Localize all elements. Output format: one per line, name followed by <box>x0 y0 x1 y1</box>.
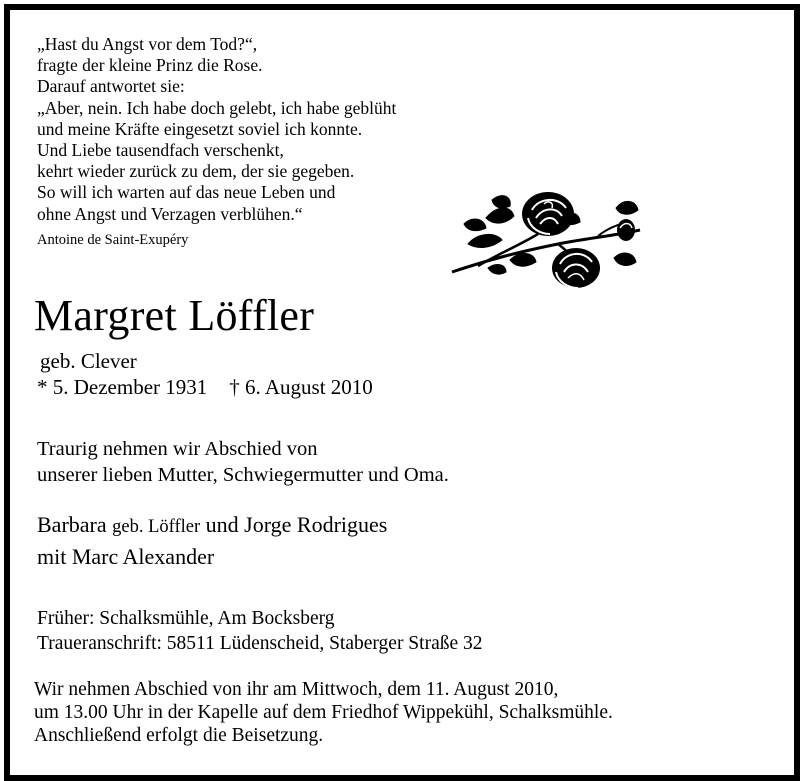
address-line: Traueranschrift: 58511 Lüdenscheid, Staberger Straße 32 <box>37 633 483 654</box>
family-first-name: Barbara <box>37 512 107 537</box>
poem-line: fragte der kleine Prinz die Rose. <box>37 55 263 76</box>
ceremony-info <box>34 678 613 747</box>
address-line: Früher: Schalksmühle, Am Bocksberg <box>37 608 335 629</box>
family-line <box>37 510 387 542</box>
death-date: † 6. August 2010 <box>229 375 373 399</box>
ceremony-line: Anschließend erfolgt die Beisetzung. <box>34 725 324 746</box>
address-block <box>37 606 483 656</box>
poem-line: So will ich warten auf das neue Leben und <box>37 182 336 203</box>
family-partner: und Jorge Rodrigues <box>205 512 388 537</box>
life-dates <box>37 375 373 400</box>
poem-line: Und Liebe tausendfach verschenkt, <box>37 140 284 161</box>
ceremony-line: Wir nehmen Abschied von ihr am Mittwoch, dem 11. August 2010, <box>34 679 559 700</box>
mourning-line: unserer lieben Mutter, Schwiegermutter und Oma. <box>37 464 449 486</box>
poem-line: ohne Angst und Verzagen verblühen.“ <box>37 203 303 224</box>
birth-name: geb. Clever <box>40 349 137 373</box>
poem-line: „Aber, nein. Ich habe doch gelebt, ich habe geblüht <box>37 97 397 118</box>
ceremony-line: um 13.00 Uhr in der Kapelle auf dem Friedhof Wippekühl, Schalksmühle. <box>34 702 613 723</box>
family-line: mit Marc Alexander <box>37 544 215 569</box>
deceased-name: Margret Löffler <box>34 291 315 340</box>
roses-icon <box>448 188 644 296</box>
poem-author: Antoine de Saint-Exupéry <box>37 232 189 248</box>
birth-date: * 5. Dezember 1931 <box>37 375 208 399</box>
family-names <box>37 510 387 572</box>
poem <box>37 34 396 225</box>
mourning-line: Traurig nehmen wir Abschied von <box>37 438 318 460</box>
mourning-text <box>37 436 449 488</box>
poem-line: „Hast du Angst vor dem Tod?“, <box>37 34 258 54</box>
family-maiden-note: geb. Löffler <box>112 517 201 537</box>
poem-line: kehrt wieder zurück zu dem, der sie gegeben. <box>37 161 355 182</box>
poem-line: Darauf antwortet sie: <box>37 76 185 97</box>
poem-line: und meine Kräfte eingesetzt soviel ich konnte. <box>37 118 363 139</box>
